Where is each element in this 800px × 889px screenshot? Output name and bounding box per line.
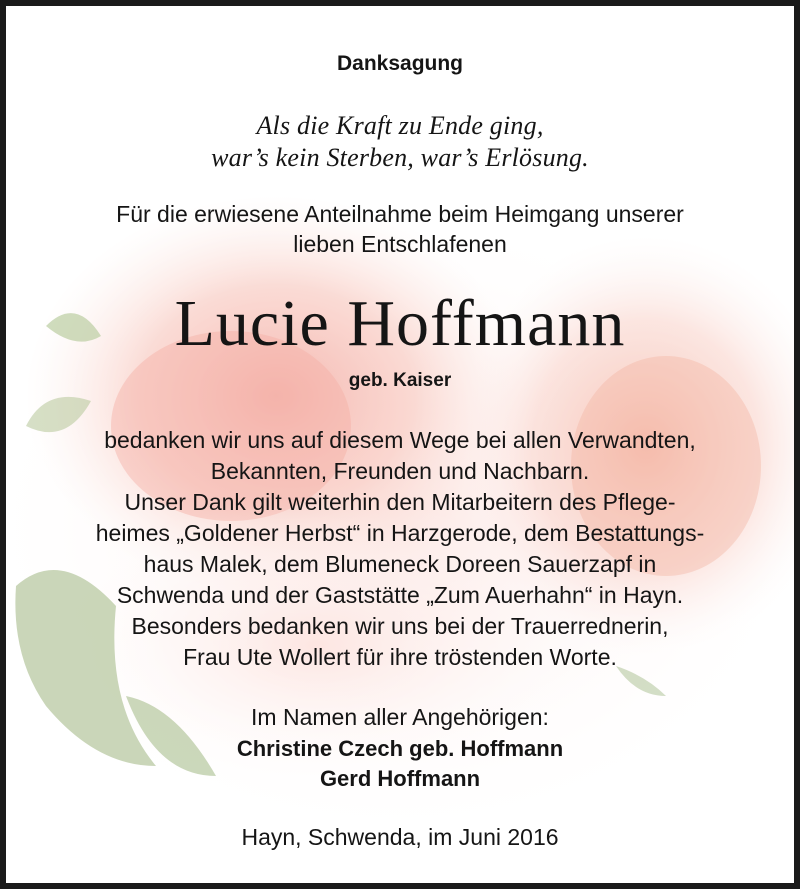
intro-line: lieben Entschlafenen	[293, 231, 507, 257]
thanks-line: Unser Dank gilt weiterhin den Mitarbeitern des Pflege-	[124, 489, 676, 515]
place-and-date: Hayn, Schwenda, im Juni 2016	[241, 824, 559, 850]
motto-line: war’s kein Sterben, war’s Erlösung.	[211, 143, 589, 172]
thanks-line: bedanken wir uns auf diesem Wege bei allen Verwandten,	[104, 427, 696, 453]
thanks-line: Frau Ute Wollert für ihre tröstenden Worte.	[183, 644, 617, 670]
closing-line: Im Namen aller Angehörigen:	[251, 704, 549, 730]
birth-name: geb. Kaiser	[348, 370, 452, 391]
deceased-name: Lucie Hoffmann	[174, 287, 626, 360]
thanks-line: Schwenda und der Gaststätte „Zum Auerhahn“ in Hayn.	[116, 582, 684, 608]
notice-text	[6, 6, 794, 883]
thanks-line: heimes „Goldener Herbst“ in Harzgerode, dem Bestattungs-	[95, 520, 705, 546]
thanks-line: haus Malek, dem Blumeneck Doreen Sauerzapf in	[143, 551, 657, 577]
notice-heading: Danksagung	[336, 52, 464, 75]
thanks-line: Besonders bedanken wir uns bei der Trauerrednerin,	[131, 613, 669, 639]
intro-line: Für die erwiesene Anteilnahme beim Heimgang unserer	[116, 201, 684, 227]
thanks-line: Bekannten, Freunden und Nachbarn.	[210, 458, 590, 484]
signer-name: Christine Czech geb. Hoffmann	[236, 736, 564, 761]
motto-line: Als die Kraft zu Ende ging,	[256, 111, 544, 140]
signer-name: Gerd Hoffmann	[319, 766, 481, 791]
